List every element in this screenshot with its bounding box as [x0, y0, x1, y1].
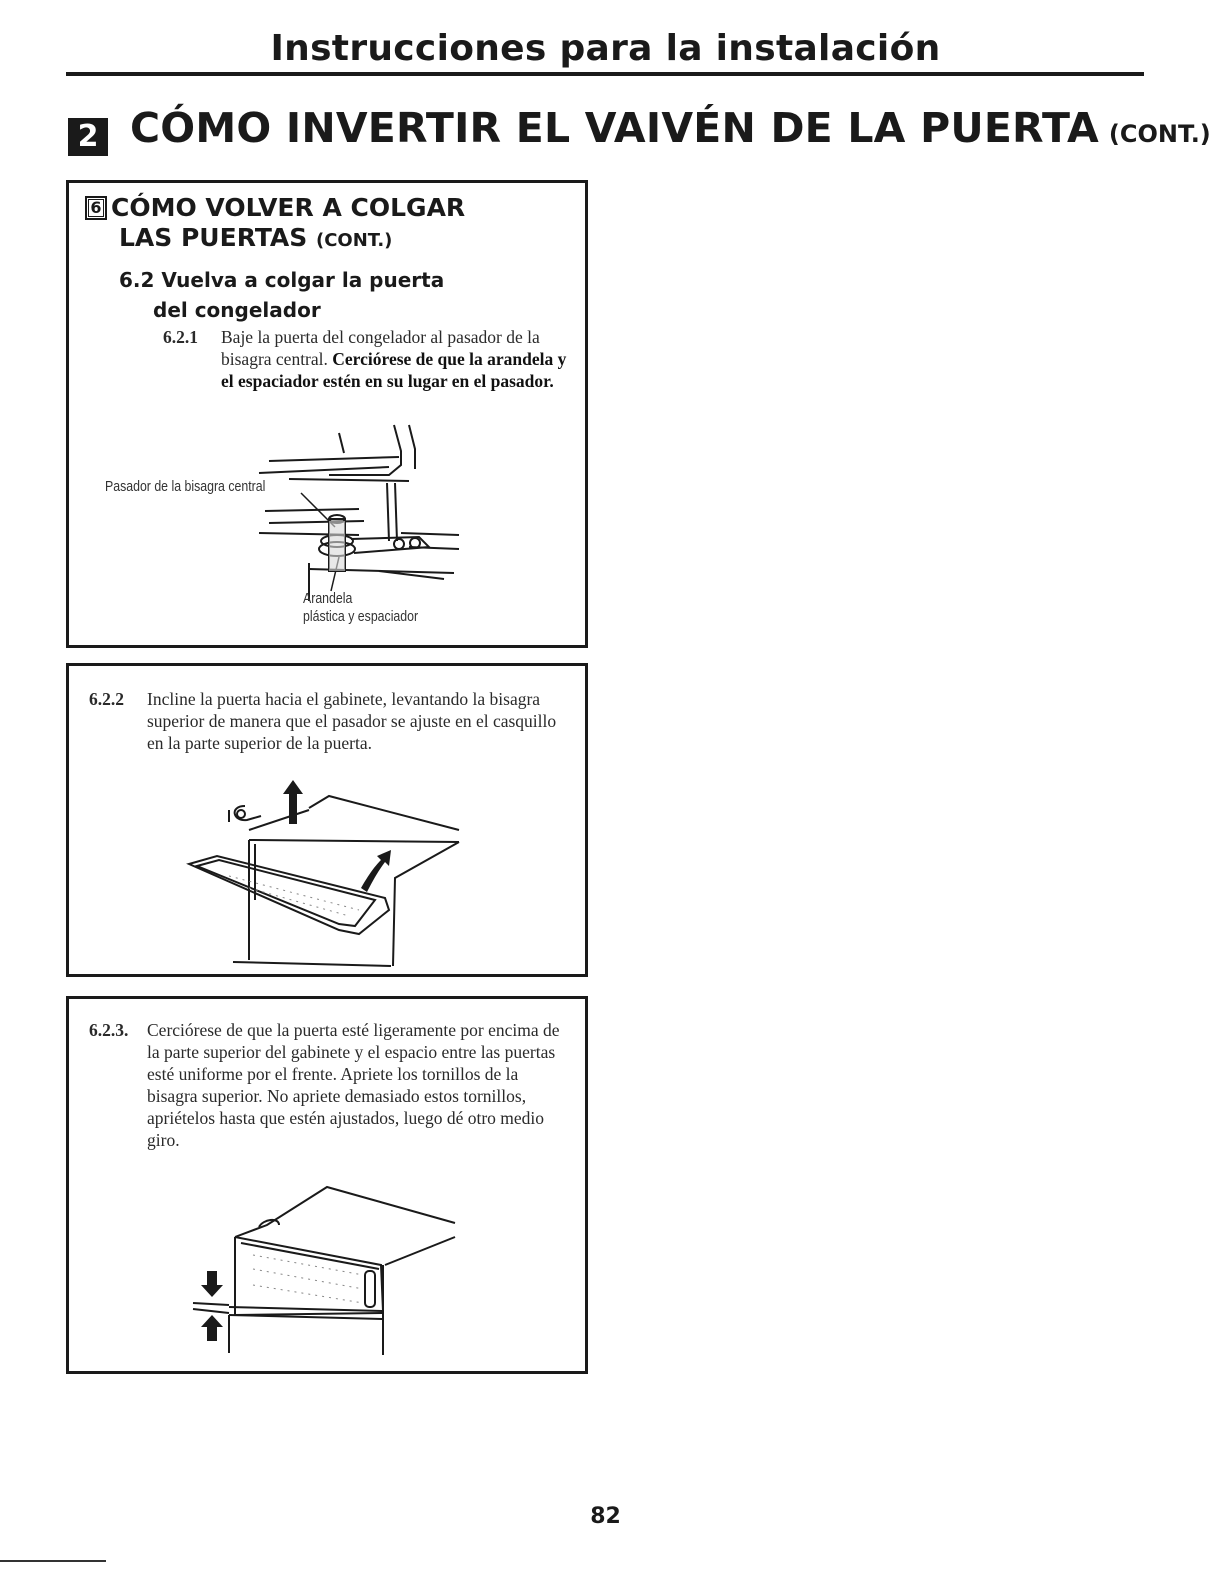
instruction-text: Cerciórese de que la puerta esté ligeramente por encima de la parte superior del gabinete y el espacio entre las puertas esté uniforme por el frente. Apriete los tornillos de la bisagra superior. No apriete demasiado estos tornillos, apriételos hasta que estén ajustados, luego dé otro medio giro. — [147, 1020, 560, 1150]
page-number: 82 — [590, 1504, 621, 1529]
footer-rule — [0, 1560, 106, 1562]
step-heading — [119, 265, 444, 325]
instruction-box-6-2-3 — [66, 996, 588, 1374]
subsection-heading — [85, 193, 465, 256]
instruction-6-2-3 — [89, 1019, 569, 1151]
subsection-heading-line1: CÓMO VOLVER A COLGAR — [111, 193, 466, 222]
instruction-box-6-2-1 — [66, 180, 588, 648]
instruction-box-6-2-2 — [66, 663, 588, 977]
instruction-warning: Cerciórese de que la arandela y el espaciador estén en su lugar en el pasador. — [221, 349, 567, 391]
instruction-6-2-1 — [163, 326, 579, 392]
door-tilt-illustration — [189, 780, 469, 970]
section-title-text: CÓMO INVERTIR EL VAIVÉN DE LA PUERTA — [130, 104, 1099, 152]
hinge-pin-illustration — [229, 423, 529, 613]
instruction-number: 6.2.1 — [163, 327, 198, 347]
instruction-text: Baje la puerta del congelador al pasador de la bisagra central. — [221, 327, 540, 369]
label-washer-line2: plástica y espaciador — [303, 609, 419, 625]
door-alignment-illustration — [183, 1185, 463, 1365]
instruction-6-2-2 — [89, 688, 569, 754]
instruction-text: Incline la puerta hacia el gabinete, levantando la bisagra superior de manera que el pasador se ajuste en el casquillo en la parte superior de la puerta. — [147, 689, 557, 753]
instruction-number: 6.2.2 — [89, 689, 124, 709]
instruction-number: 6.2.3. — [89, 1020, 129, 1040]
label-hinge-pin: Pasador de la bisagra central — [105, 479, 266, 495]
step-heading-line1: 6.2 Vuelva a colgar la puerta — [119, 268, 445, 292]
label-washer-line1: Arandela — [303, 591, 353, 607]
step-heading-line2: del congelador — [153, 298, 321, 322]
subsection-heading-cont: (CONT.) — [316, 230, 393, 251]
page-header-title: Instrucciones para la instalación — [270, 28, 941, 69]
section-title — [68, 104, 1211, 154]
subsection-badge: 6 — [85, 196, 107, 220]
section-title-cont: (CONT.) — [1108, 120, 1211, 148]
section-step-badge: 2 — [68, 118, 108, 156]
header-rule — [66, 72, 1144, 76]
subsection-heading-line2: LAS PUERTAS — [119, 223, 308, 252]
